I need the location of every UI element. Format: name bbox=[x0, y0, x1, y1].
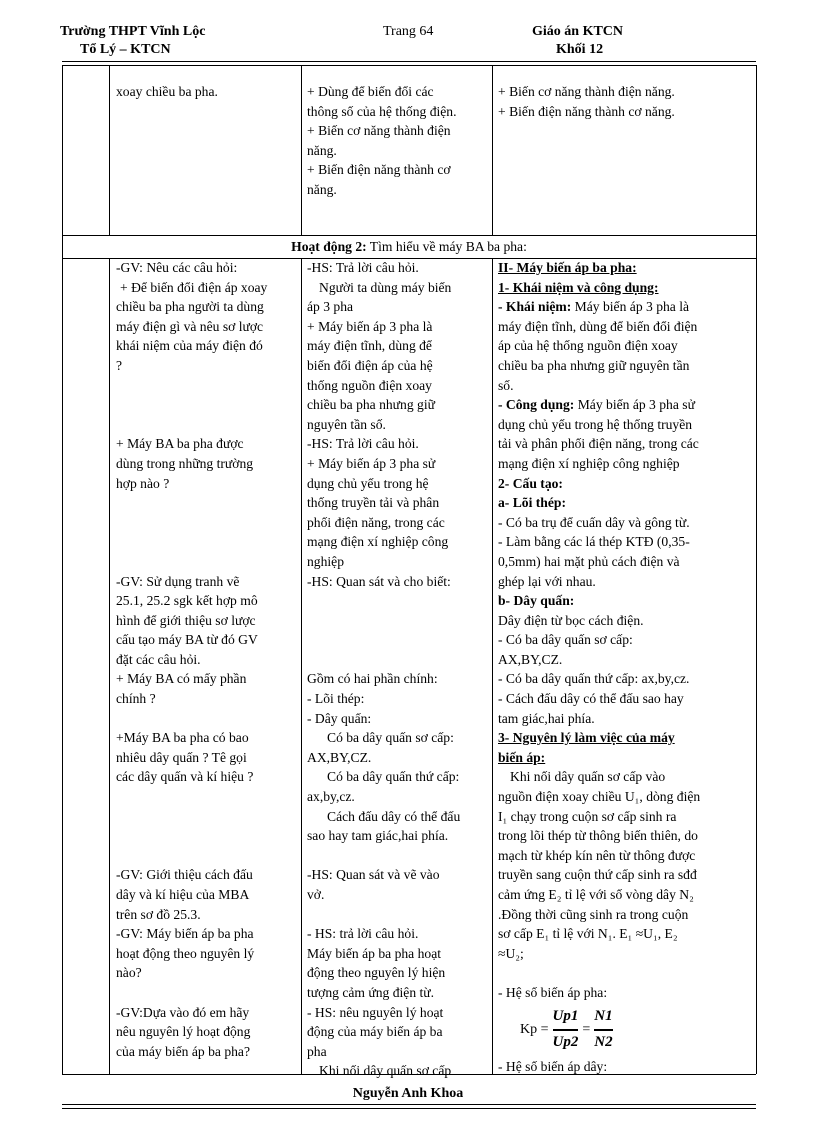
text-line: - Hệ số biến áp dây: bbox=[498, 1058, 608, 1074]
text-line: số. bbox=[498, 377, 514, 393]
col-line-3b bbox=[492, 258, 493, 1074]
text-line: Máy biến áp ba pha hoạt bbox=[307, 945, 442, 961]
text-line: dụng chủ yếu trong hệ bbox=[307, 475, 429, 491]
formula-lhs: Kp = bbox=[520, 1021, 549, 1037]
text-line: -HS: Quan sát và cho biết: bbox=[307, 573, 451, 589]
text-line: - Có ba dây quấn thứ cấp: ax,by,cz. bbox=[498, 671, 690, 687]
text-line: nhiêu dây quấn ? Tê gọi bbox=[116, 749, 247, 765]
top-cell-student bbox=[307, 82, 489, 200]
text-line: tam giác,hai phía. bbox=[498, 710, 595, 726]
text-line: vở. bbox=[307, 887, 325, 902]
text-line: + Máy BA ba pha được bbox=[116, 436, 244, 452]
text-line: + Biến điện năng thành cơ bbox=[307, 162, 451, 178]
text-line: cảm ứng E₂ tỉ lệ với số vòng dây N₂ bbox=[498, 887, 694, 902]
text-line: - Cách đấu dây có thể đấu sao hay bbox=[498, 691, 684, 707]
text-line: áp 3 pha bbox=[307, 299, 354, 315]
text-line: +Máy BA ba pha có bao bbox=[116, 730, 249, 746]
text-line: hình để giới thiệu sơ lược bbox=[116, 612, 256, 628]
text-line: - Lõi thép: bbox=[307, 691, 365, 707]
text-line: nào? bbox=[116, 965, 142, 981]
text-line: mạch từ khép kín nên từ thông được bbox=[498, 847, 696, 863]
text-line: Khi nối dây quấn sơ cấp vào bbox=[510, 769, 666, 785]
text-line: phối điện năng, trong các bbox=[307, 514, 445, 530]
text-line: ghép lại với nhau. bbox=[498, 573, 596, 589]
subsection-heading: b- Dây quấn: bbox=[498, 593, 575, 609]
text-line: ≈U₂; bbox=[498, 945, 524, 961]
text-line: máy điện gì và nêu sơ lược bbox=[116, 318, 264, 334]
text-line: -HS: Trả lời câu hỏi. bbox=[307, 260, 419, 275]
fraction-numerator: Up1 bbox=[552, 1007, 579, 1024]
group-name: Tổ Lý – KTCN bbox=[80, 42, 171, 57]
text-line: 25.1, 25.2 sgk kết hợp mô bbox=[116, 593, 258, 609]
top-cell-teacher bbox=[116, 82, 296, 102]
text-line: -GV: Sử dụng tranh vẽ bbox=[116, 573, 240, 589]
text-line: dây và kí hiệu của MBA bbox=[116, 887, 250, 902]
text-line: -GV:Dựa vào đó em hãy bbox=[116, 1004, 250, 1020]
text-line: I₁ chạy trong cuộn sơ cấp sinh ra bbox=[498, 808, 677, 824]
col-line-3a bbox=[492, 65, 493, 235]
text-line: ax,by,cz. bbox=[307, 789, 355, 805]
text-line: hoạt động theo nguyên lý bbox=[116, 945, 255, 961]
text-line: trong lõi thép từ thông biến thiên, do bbox=[498, 828, 698, 844]
page-number: Trang 64 bbox=[383, 24, 434, 39]
text-line: đặt các câu hỏi. bbox=[116, 651, 201, 667]
text-line: pha bbox=[307, 1043, 327, 1059]
col-line-1a bbox=[109, 65, 110, 235]
text-line: + Biến cơ năng thành điện năng. bbox=[498, 84, 675, 99]
text-line: hợp nào ? bbox=[116, 475, 170, 491]
text-line: Khi nối dây quấn sơ cấp bbox=[319, 1063, 452, 1079]
text-line: - HS: trả lời câu hỏi. bbox=[307, 926, 419, 942]
text-line: nguyên tần số. bbox=[307, 416, 386, 432]
text-line: của máy biến áp ba pha? bbox=[116, 1043, 250, 1059]
text-line: mạng điện xí nghiệp công bbox=[307, 534, 449, 550]
section-heading: 2- Cấu tạo: bbox=[498, 475, 563, 491]
text-line: ? bbox=[116, 357, 123, 373]
text-line: mạng điện xí nghiệp công nghiệp bbox=[498, 455, 680, 471]
text-line: -GV: Máy biến áp ba pha bbox=[116, 926, 254, 942]
text-line: + Máy biến áp 3 pha là bbox=[307, 318, 433, 334]
subsection-heading: a- Lõi thép: bbox=[498, 495, 566, 511]
section-title: II- Máy biến áp ba pha: bbox=[498, 260, 637, 275]
text-line: - Hệ số biến áp pha: bbox=[498, 984, 608, 1000]
header-rule-top bbox=[62, 61, 756, 62]
text-line: .Đồng thời cũng sinh ra trong cuộn bbox=[498, 906, 689, 922]
text-line: chiều ba pha nhưng giữ nguyên tần bbox=[498, 357, 690, 373]
document-title: Giáo án KTCN bbox=[532, 24, 624, 39]
text-line: dùng trong những trường bbox=[116, 455, 254, 471]
text-line: sơ cấp E₁ tỉ lệ với N₁. E₁ ≈U₁, E₂ bbox=[498, 926, 678, 942]
text-line: Dây điện từ bọc cách điện. bbox=[498, 612, 644, 628]
text-line: chiều ba pha người ta dùng bbox=[116, 299, 264, 315]
text-line: + Máy biến áp 3 pha sử bbox=[307, 455, 436, 471]
row-divider-1 bbox=[62, 235, 756, 236]
text-line: Người ta dùng máy biến bbox=[319, 279, 452, 295]
text-line: thống truyền tải và phân bbox=[307, 495, 440, 511]
text-line: - Có ba dây quấn sơ cấp: bbox=[498, 632, 633, 648]
text-line: Có ba dây quấn sơ cấp: bbox=[327, 730, 454, 746]
section-heading: biến áp: bbox=[498, 749, 546, 765]
text-line: Cách đấu dây có thể đấu bbox=[327, 808, 461, 824]
text-line: trên sơ đồ 25.3. bbox=[116, 906, 201, 922]
top-cell-content bbox=[498, 82, 753, 121]
text-line: sao hay tam giác,hai phía. bbox=[307, 828, 449, 844]
text-line: - Có ba trụ để cuấn dây và gông từ. bbox=[498, 514, 690, 530]
text-line: - HS: nêu nguyên lý hoạt bbox=[307, 1004, 444, 1020]
col-line-left bbox=[62, 65, 63, 1074]
text-line: thống nguồn điện xoay bbox=[307, 377, 432, 393]
footer-rule-bottom bbox=[62, 1108, 756, 1109]
text-line: - Dây quấn: bbox=[307, 710, 372, 726]
activity-text: Tìm hiểu về máy BA ba pha: bbox=[366, 239, 527, 254]
content-column bbox=[498, 258, 754, 1076]
text-line: + Dùng để biến đổi các bbox=[307, 84, 434, 99]
fraction-denominator: N2 bbox=[594, 1033, 613, 1050]
header-rule-bottom bbox=[62, 65, 756, 66]
activity-heading bbox=[62, 237, 756, 257]
text-line: + Biến điện năng thành cơ năng. bbox=[498, 103, 675, 119]
text-line: chính ? bbox=[116, 691, 156, 707]
text-line: Gồm có hai phần chính: bbox=[307, 671, 438, 687]
voltage-fraction bbox=[553, 1007, 579, 1052]
text-line: khái niệm của máy điện đó bbox=[116, 338, 263, 354]
text-line: năng. bbox=[307, 142, 337, 158]
text-line: + Máy BA có mấy phần bbox=[116, 671, 247, 687]
text-line: nghiệp bbox=[307, 553, 344, 569]
text-line: + Biến cơ năng thành điện bbox=[307, 123, 451, 139]
usage-line: - Công dụng: Máy biến áp 3 pha sử bbox=[498, 397, 695, 413]
text-line: động theo nguyên lý hiện bbox=[307, 965, 446, 981]
text-line: nêu nguyên lý hoạt động bbox=[116, 1024, 251, 1040]
text-line: áp của hệ thống nguồn điện xoay bbox=[498, 338, 678, 354]
text-line: thông số của hệ thống điện. bbox=[307, 103, 457, 119]
top-teacher-text: xoay chiều ba pha. bbox=[116, 84, 218, 99]
school-name: Trường THPT Vĩnh Lộc bbox=[60, 24, 206, 39]
section-heading: 1- Khái niệm và công dụng: bbox=[498, 279, 659, 295]
phase-ratio-formula bbox=[498, 1003, 754, 1057]
text-line: máy điện tĩnh, dùng để biến đổi điện bbox=[498, 318, 698, 334]
text-line: máy điện tĩnh, dùng để bbox=[307, 338, 432, 354]
text-line: động của máy biến áp ba bbox=[307, 1024, 443, 1040]
author-name: Nguyễn Anh Khoa bbox=[352, 1086, 464, 1101]
text-line: 0,5mm) hai mặt phủ cách điện và bbox=[498, 553, 680, 569]
text-line: tượng cảm ứng điện từ. bbox=[307, 984, 435, 1000]
text-line: Có ba dây quấn thứ cấp: bbox=[327, 769, 460, 785]
fraction-denominator: Up2 bbox=[552, 1033, 579, 1050]
text-line: -GV: Nêu các câu hỏi: bbox=[116, 260, 238, 275]
col-line-right bbox=[756, 65, 757, 1074]
turns-fraction bbox=[594, 1007, 612, 1052]
text-line: chiều ba pha nhưng giữ bbox=[307, 397, 435, 413]
text-line: AX,BY,CZ. bbox=[498, 651, 563, 667]
formula-equals: = bbox=[582, 1021, 591, 1037]
col-line-2b bbox=[301, 258, 302, 1074]
text-line: -HS: Quan sát và vẽ vào bbox=[307, 867, 440, 883]
fraction-numerator: N1 bbox=[594, 1007, 613, 1024]
definition-line: - Khái niệm: Máy biến áp 3 pha là bbox=[498, 299, 690, 315]
text-line: biến đổi điện áp của hệ bbox=[307, 357, 433, 373]
text-line: - Làm bằng các lá thép KTĐ (0,35- bbox=[498, 534, 690, 550]
text-line: năng. bbox=[307, 181, 337, 197]
text-line: + Để biến đổi điện áp xoay bbox=[120, 279, 268, 295]
text-line: nguồn điện xoay chiều U₁, dòng điện bbox=[498, 789, 701, 805]
text-line: AX,BY,CZ. bbox=[307, 749, 372, 765]
text-line: các dây quấn và kí hiệu ? bbox=[116, 769, 254, 785]
text-line: cấu tạo máy BA từ đó GV bbox=[116, 632, 258, 648]
text-line: tải và phân phối điện năng, trong các bbox=[498, 436, 699, 452]
activity-label: Hoạt động 2: bbox=[291, 239, 367, 254]
section-heading: 3- Nguyên lý làm việc của máy bbox=[498, 730, 675, 746]
text-line: -HS: Trả lời câu hỏi. bbox=[307, 436, 419, 452]
col-line-2a bbox=[301, 65, 302, 235]
teacher-column bbox=[116, 258, 298, 1061]
student-column bbox=[307, 258, 490, 1081]
grade-label: Khối 12 bbox=[556, 42, 604, 57]
footer-rule-top bbox=[62, 1104, 756, 1105]
text-line: dụng chủ yếu trong hệ thống truyền bbox=[498, 416, 693, 432]
col-line-1b bbox=[109, 258, 110, 1074]
text-line: truyền sang cuộn thứ cấp sinh ra sđđ bbox=[498, 867, 697, 883]
text-line: -GV: Giới thiệu cách đấu bbox=[116, 867, 253, 883]
